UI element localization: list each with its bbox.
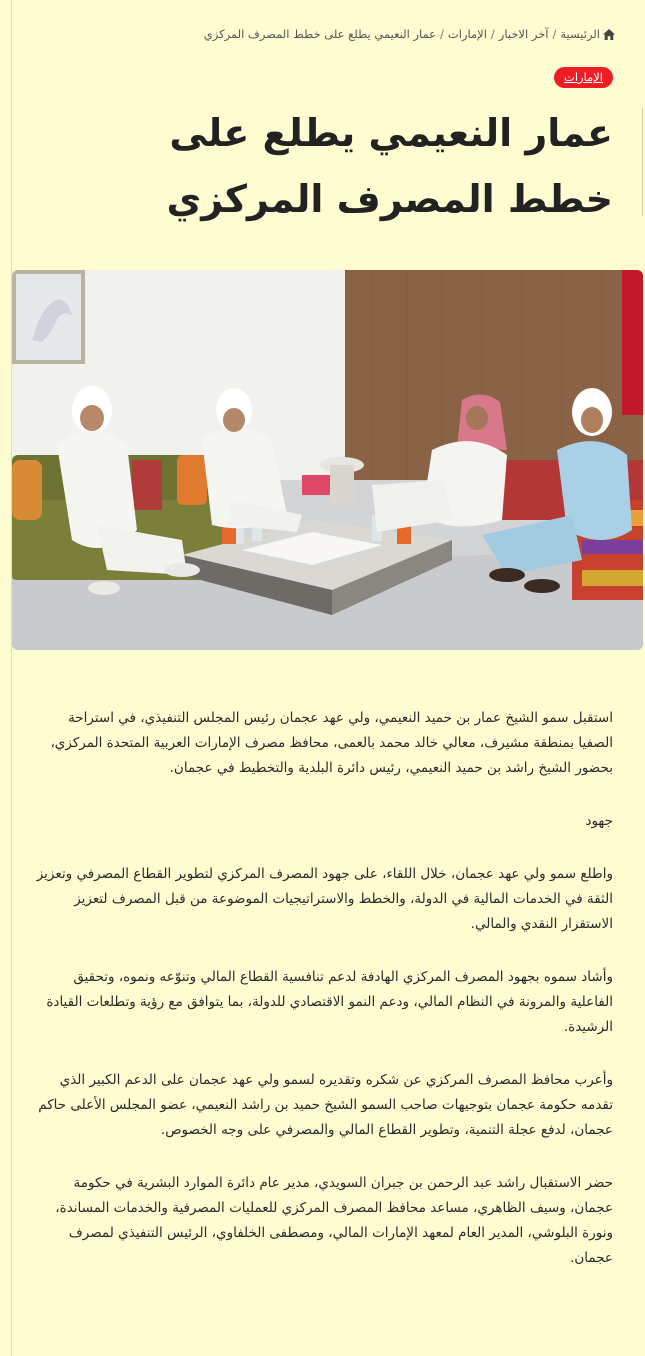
breadcrumb-separator: /: [552, 27, 557, 41]
article-subheading: جهود: [585, 813, 613, 829]
article-paragraph: وأشاد سموه بجهود المصرف المركزي الهادفة لدعم تنافسية القطاع المالي وتنوّعه ونموه، وتحقيق الفاعلية والمرونة في النظام المالي، ودعم النمو الاقتصادي للدولة، بما يتوافق مع رؤية وتطلعات القيادة الرشيدة.: [46, 969, 613, 1035]
article-paragraph: واطلع سمو ولي عهد عجمان، خلال اللقاء، على جهود المصرف المركزي لتطوير القطاع المصرفي وتعزيز الثقة في الخدمات المالية في الدولة، والخطط والاستراتيجيات الموضوعة من قبل المصرف لتعزيز الاستقرار النقدي والمالي.: [36, 866, 613, 932]
category-badge[interactable]: الإمارات: [554, 67, 613, 88]
breadcrumb-current: عمار النعيمي يطلع على خطط المصرف المركزي: [203, 27, 437, 41]
breadcrumb-latest-link[interactable]: آخر الاخبار: [498, 27, 549, 41]
title-border-line: [642, 108, 643, 216]
breadcrumb-home-link[interactable]: الرئيسية: [560, 27, 600, 41]
page-border-line: [11, 0, 12, 1356]
breadcrumb-separator: /: [440, 27, 444, 41]
breadcrumb-separator: /: [490, 27, 495, 41]
article-paragraph: استقبل سمو الشيخ عمار بن حميد النعيمي، ولي عهد عجمان رئيس المجلس التنفيذي، في استراحة الصفيا بمنطقة مشيرف، معالي خالد محمد بالعمى، محافظ مصرف الإمارات العربية المتحدة المركزي، بحضور الشيخ راشد بن حميد النعيمي، رئيس دائرة البلدية والتخطيط في عجمان.: [50, 710, 613, 776]
article-body: [33, 706, 613, 1299]
breadcrumb: [15, 27, 615, 41]
article-photo: [12, 270, 643, 650]
breadcrumb-section-link[interactable]: الإمارات: [447, 27, 487, 41]
home-icon[interactable]: [603, 29, 615, 40]
article-paragraph: حضر الاستقبال راشد عبد الرحمن بن جبران السويدي، مدير عام دائرة الموارد البشرية في حكومة عجمان، وسيف الظاهري، مساعد محافظ المصرف المركزي للعمليات المصرفية والخدمات المساندة، ونورة البلوشي، المدير العام لمعهد الإمارات المالي، ومصطفى الخلفاوي، الرئيس التنفيذي لمصرف عجمان.: [55, 1175, 613, 1266]
article-title: عمار النعيمي يطلع على خطط المصرف المركزي: [166, 111, 613, 221]
article-paragraph: وأعرب محافظ المصرف المركزي عن شكره وتقديره لسمو ولي عهد عجمان على الدعم الكبير الذي تقدمه حكومة عجمان بتوجيهات صاحب السمو الشيخ حميد بن راشد النعيمي، عضو المجلس الأعلى حاكم عجمان، لدفع عجلة التنمية، وتطوير القطاع المالي والمصرفي على وجه الخصوص.: [38, 1072, 613, 1138]
